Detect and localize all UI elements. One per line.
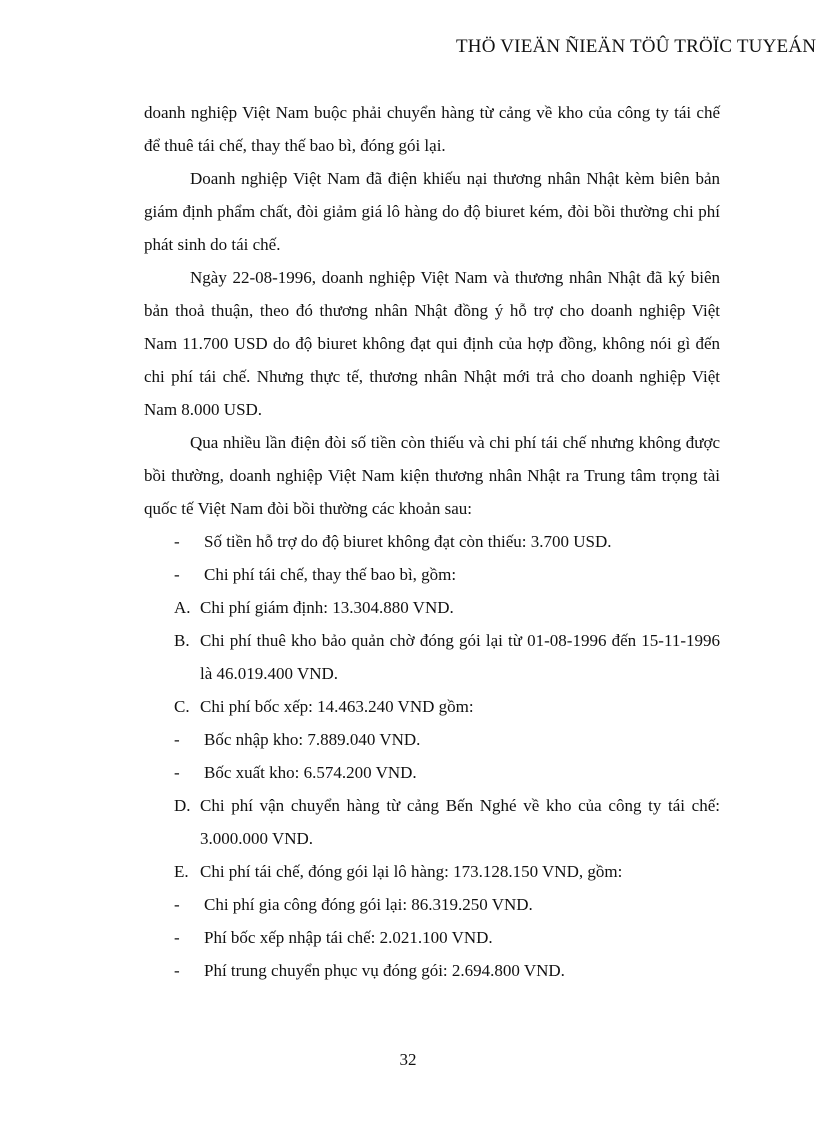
list-item	[144, 789, 720, 855]
list-item	[144, 723, 720, 756]
list-item-text: Chi phí tái chế, đóng gói lại lô hàng: 173.128.150 VND, gồm:	[200, 862, 623, 881]
list-item-marker: D.	[174, 796, 191, 815]
list-item	[144, 591, 720, 624]
list-item-marker: A.	[174, 598, 191, 617]
list-item-text: Chi phí thuê kho bảo quản chờ đóng gói lại từ 01-08-1996 đến 15-11-1996 là 46.019.400 VND.	[200, 631, 720, 683]
list-item	[144, 954, 720, 987]
list-item-text: Chi phí gia công đóng gói lại: 86.319.250 VND.	[204, 895, 533, 914]
list-item	[144, 756, 720, 789]
list-item-text: Phí trung chuyển phục vụ đóng gói: 2.694.800 VND.	[204, 961, 565, 980]
list-item-text: Bốc nhập kho: 7.889.040 VND.	[204, 730, 421, 749]
list-item-text: Chi phí vận chuyển hàng từ cảng Bến Nghé về kho của công ty tái chế: 3.000.000 VND.	[200, 796, 720, 848]
list-item-marker: B.	[174, 631, 190, 650]
running-header: THÖ VIEÄN ÑIEÄN TÖÛ TRÖÏC TUYEÁN	[456, 36, 816, 57]
list-item-marker: C.	[174, 697, 190, 716]
list-item-marker: -	[174, 565, 180, 584]
list-item-marker: -	[174, 961, 180, 980]
list-item-text: Phí bốc xếp nhập tái chế: 2.021.100 VND.	[204, 928, 493, 947]
list-item	[144, 690, 720, 723]
list-item-text: Số tiền hỗ trợ do độ biuret không đạt còn thiếu: 3.700 USD.	[204, 532, 612, 551]
list-item-text: Chi phí bốc xếp: 14.463.240 VND gồm:	[200, 697, 474, 716]
list-item	[144, 888, 720, 921]
paragraph-agreement: Ngày 22-08-1996, doanh nghiệp Việt Nam và thương nhân Nhật đã ký biên bản thoả thuận, theo đó thương nhân Nhật đồng ý hỗ trợ cho doanh nghiệp Việt Nam 11.700 USD do độ biuret không đạt qui định của hợp đồng, không nói gì đến chi phí tái chế. Nhưng thực tế, thương nhân Nhật mới trả cho doanh nghiệp Việt Nam 8.000 USD.	[144, 268, 720, 419]
list-item-marker: -	[174, 895, 180, 914]
paragraph-continuation: doanh nghiệp Việt Nam buộc phải chuyển hàng từ cảng về kho của công ty tái chế để thuê tái chế, thay thế bao bì, đóng gói lại.	[144, 103, 720, 155]
list-item-marker: -	[174, 730, 180, 749]
list-item-marker: E.	[174, 862, 189, 881]
list-item-text: Chi phí tái chế, thay thế bao bì, gồm:	[204, 565, 457, 584]
list-item-text: Chi phí giám định: 13.304.880 VND.	[200, 598, 454, 617]
paragraph-complaint: Doanh nghiệp Việt Nam đã điện khiếu nại thương nhân Nhật kèm biên bản giám định phẩm chất, đòi giảm giá lô hàng do độ biuret kém, đòi bồi thường chi phí phát sinh do tái chế.	[144, 169, 720, 254]
page-number: 32	[399, 1050, 417, 1069]
list-item	[144, 558, 720, 591]
list-item	[144, 855, 720, 888]
list-item-text: Bốc xuất kho: 6.574.200 VND.	[204, 763, 417, 782]
paragraph-lawsuit: Qua nhiều lần điện đòi số tiền còn thiếu và chi phí tái chế nhưng không được bồi thường, doanh nghiệp Việt Nam kiện thương nhân Nhật ra Trung tâm trọng tài quốc tế Việt Nam đòi bồi thường các khoản sau:	[144, 433, 720, 518]
list-item-marker: -	[174, 928, 180, 947]
list-item-marker: -	[174, 763, 180, 782]
list-item	[144, 921, 720, 954]
document-body	[144, 96, 720, 987]
list-item	[144, 525, 720, 558]
list-item-marker: -	[174, 532, 180, 551]
list-item	[144, 624, 720, 690]
